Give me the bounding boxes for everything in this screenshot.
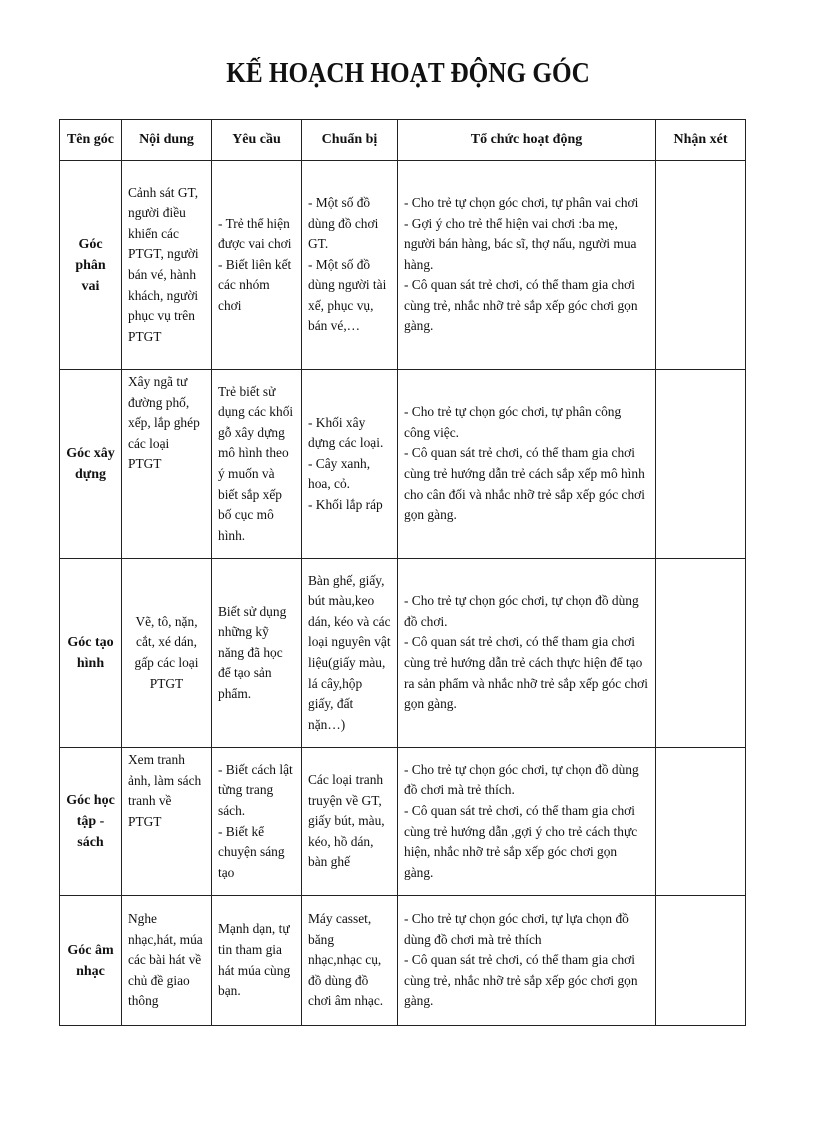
cell-comment bbox=[656, 370, 746, 559]
cell-organization: - Cho trẻ tự chọn góc chơi, tự phân công công việc. - Cô quan sát trẻ chơi, có thể tham gia chơi cùng trẻ hướng dẫn trẻ cách sắp xếp mô hình cho cân đối và nhắc nhỡ trẻ sắp xếp góc chơi gọn gàng. bbox=[398, 370, 656, 559]
cell-comment bbox=[656, 896, 746, 1026]
cell-content: Xem tranh ảnh, làm sách tranh về PTGT bbox=[122, 748, 212, 896]
cell-comment bbox=[656, 748, 746, 896]
header-name: Tên góc bbox=[60, 120, 122, 161]
table-row bbox=[60, 370, 746, 559]
table-row bbox=[60, 896, 746, 1026]
cell-preparation: Các loại tranh truyện về GT, giấy bút, màu, kéo, hồ dán, bàn ghế bbox=[302, 748, 398, 896]
table-row bbox=[60, 161, 746, 370]
cell-name: Góc phân vai bbox=[60, 161, 122, 370]
page-title: KẾ HOẠCH HOẠT ĐỘNG GÓC bbox=[226, 58, 590, 89]
cell-name: Góc học tập - sách bbox=[60, 748, 122, 896]
cell-content: Xây ngã tư đường phố, xếp, lắp ghép các loại PTGT bbox=[122, 370, 212, 559]
table-row bbox=[60, 748, 746, 896]
header-requirement: Yêu cầu bbox=[212, 120, 302, 161]
cell-preparation: - Khối xây dựng các loại. - Cây xanh, hoa, cỏ. - Khối lắp ráp bbox=[302, 370, 398, 559]
cell-content: Nghe nhạc,hát, múa các bài hát về chủ đề giao thông bbox=[122, 896, 212, 1026]
cell-content: Cảnh sát GT, người điều khiển các PTGT, người bán vé, hành khách, người phục vụ trên PTGT bbox=[122, 161, 212, 370]
cell-requirement: - Trẻ thể hiện được vai chơi - Biết liên kết các nhóm chơi bbox=[212, 161, 302, 370]
cell-preparation: Máy casset, băng nhạc,nhạc cụ, đồ dùng đồ chơi âm nhạc. bbox=[302, 896, 398, 1026]
table-row bbox=[60, 559, 746, 748]
cell-requirement: Biết sử dụng những kỹ năng đã học để tạo sản phẩm. bbox=[212, 559, 302, 748]
cell-requirement: Trẻ biết sử dụng các khối gỗ xây dựng mô hình theo ý muốn và biết sắp xếp bố cục mô hình. bbox=[212, 370, 302, 559]
cell-name: Góc xây dựng bbox=[60, 370, 122, 559]
cell-name: Góc tạo hình bbox=[60, 559, 122, 748]
cell-comment bbox=[656, 559, 746, 748]
activity-plan-table bbox=[59, 119, 746, 1026]
cell-requirement: - Biết cách lật từng trang sách. - Biết kể chuyện sáng tạo bbox=[212, 748, 302, 896]
cell-name: Góc âm nhạc bbox=[60, 896, 122, 1026]
header-comment: Nhận xét bbox=[656, 120, 746, 161]
cell-organization: - Cho trẻ tự chọn góc chơi, tự chọn đồ dùng đồ chơi mà trẻ thích. - Cô quan sát trẻ chơi, có thể tham gia chơi cùng trẻ hướng dẫn ,gợi ý cho trẻ cách thực hiện, nhắc nhỡ trẻ sắp xếp góc chơi gọn gàng. bbox=[398, 748, 656, 896]
cell-preparation: - Một số đồ dùng đồ chơi GT. - Một số đồ dùng người tài xế, phục vụ, bán vé,… bbox=[302, 161, 398, 370]
header-organization: Tổ chức hoạt động bbox=[398, 120, 656, 161]
cell-organization: - Cho trẻ tự chọn góc chơi, tự lựa chọn đồ dùng đồ chơi mà trẻ thích - Cô quan sát trẻ chơi, có thể tham gia chơi cùng trẻ, nhắc nhỡ trẻ sắp xếp góc chơi gọn gàng. bbox=[398, 896, 656, 1026]
header-content: Nội dung bbox=[122, 120, 212, 161]
table-header-row bbox=[60, 120, 746, 161]
cell-organization: - Cho trẻ tự chọn góc chơi, tự phân vai chơi - Gợi ý cho trẻ thể hiện vai chơi :ba mẹ, người bán hàng, bác sĩ, thợ nấu, người mua hàng. - Cô quan sát trẻ chơi, có thể tham gia chơi cùng trẻ, nhắc nhỡ trẻ sắp xếp góc chơi gọn gàng. bbox=[398, 161, 656, 370]
header-preparation: Chuẩn bị bbox=[302, 120, 398, 161]
cell-content: Vẽ, tô, nặn, cắt, xé dán, gấp các loại PTGT bbox=[122, 559, 212, 748]
cell-requirement: Mạnh dạn, tự tin tham gia hát múa cùng bạn. bbox=[212, 896, 302, 1026]
cell-preparation: Bàn ghế, giấy, bút màu,keo dán, kéo và các loại nguyên vật liệu(giấy màu, lá cây,hộp giấy, đất nặn…) bbox=[302, 559, 398, 748]
cell-organization: - Cho trẻ tự chọn góc chơi, tự chọn đồ dùng đồ chơi. - Cô quan sát trẻ chơi, có thể tham gia chơi cùng trẻ hướng dẫn trẻ cách thực hiện để tạo ra sản phẩm và nhắc nhỡ trẻ sắp xếp góc chơi gọn gàng. bbox=[398, 559, 656, 748]
cell-comment bbox=[656, 161, 746, 370]
